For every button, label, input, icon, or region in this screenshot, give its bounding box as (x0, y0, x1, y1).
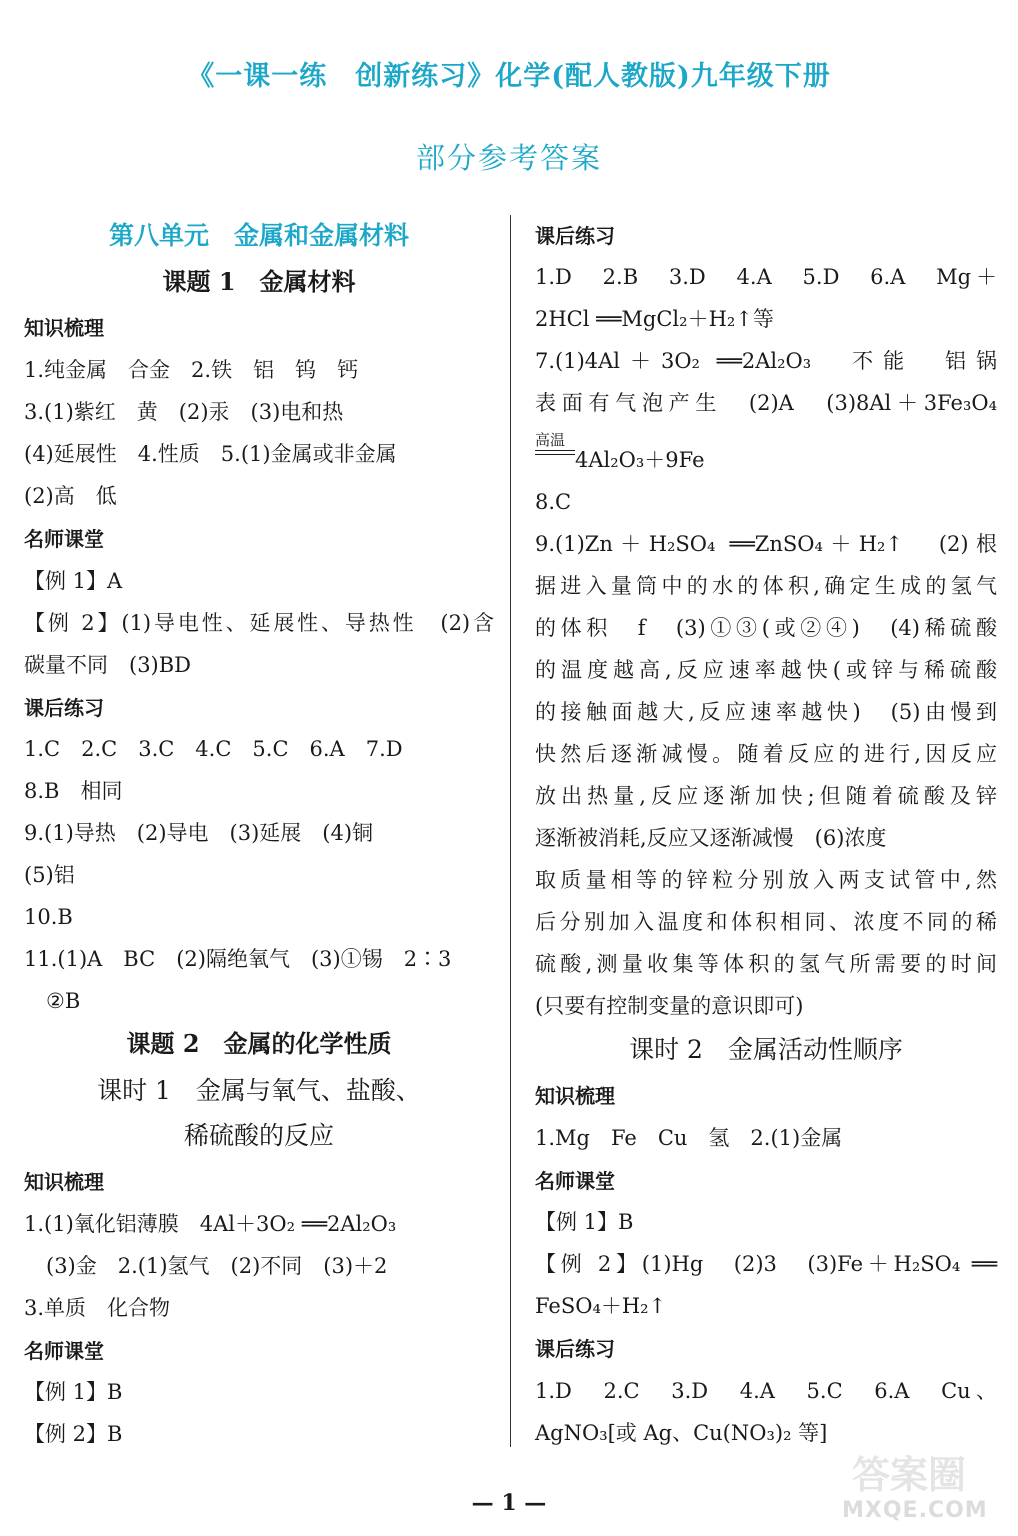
answer-line: 【例 2】(1)Hg (2)3 (3)Fe＋H₂SO₄ ══ (535, 1252, 997, 1276)
answer-line: 8.C (535, 490, 572, 514)
watermark-logo (842, 1438, 1000, 1528)
answer-line: 8.B 相同 (24, 779, 123, 803)
answer-line: 10.B (24, 905, 73, 929)
answer-line: AgNO₃[或 Ag、Cu(NO₃)₂ 等] (535, 1421, 828, 1445)
column-divider (510, 215, 511, 1447)
answer-line: 1.D 2.C 3.D 4.A 5.C 6.A Cu、 (535, 1379, 997, 1403)
answer-line: 逐渐被消耗,反应又逐渐减慢 (6)浓度 (535, 826, 887, 850)
answer-line: 取质量相等的锌粒分别放入两支试管中,然 (535, 868, 997, 892)
answer-line: 1.D 2.B 3.D 4.A 5.D 6.A Mg＋ (535, 265, 997, 289)
answer-line: ②B (46, 989, 81, 1013)
answer-line: 9.(1)导热 (2)导电 (3)延展 (4)铜 (24, 821, 374, 845)
answer-line: 4Al₂O₃＋9Fe (575, 448, 705, 472)
answer-line: (3)金 2.(1)氢气 (2)不同 (3)＋2 (46, 1254, 388, 1278)
watermark-text: 答案圈 (852, 1453, 967, 1497)
period-title: 课时 1 金属与氧气、盐酸、 (97, 1076, 421, 1105)
answer-line: 的体积 f (3)①③(或②④) (4)稀硫酸 (535, 616, 997, 640)
answer-line: 【例 1】B (24, 1380, 123, 1404)
page-number: — 1 — (471, 1490, 547, 1516)
section-heading: 课后练习 (535, 1337, 615, 1361)
section-heading: 名师课堂 (24, 527, 104, 551)
section-heading: 知识梳理 (24, 316, 104, 340)
answer-line: (4)延展性 4.性质 5.(1)金属或非金属 (24, 442, 397, 466)
answer-line: 碳量不同 (3)BD (24, 653, 192, 677)
answer-line: 1.C 2.C 3.C 4.C 5.C 6.A 7.D (24, 737, 403, 761)
answer-line: 的温度越高,反应速率越快(或锌与稀硫酸 (535, 658, 997, 682)
answer-line: 1.(1)氧化铝薄膜 4Al＋3O₂ ══2Al₂O₃ (24, 1212, 397, 1236)
reaction-equals-sign (535, 450, 575, 455)
answer-line: (5)铝 (24, 863, 75, 887)
answer-title: 部分参考答案 (415, 141, 602, 175)
period-title: 课时 2 金属活动性顺序 (629, 1035, 903, 1064)
answer-line: 【例 1】A (24, 569, 123, 593)
section-heading: 名师课堂 (24, 1339, 104, 1363)
watermark-url: MXQE.COM (842, 1498, 988, 1523)
answer-line: 【例 1】B (535, 1210, 634, 1234)
answer-line: (只要有控制变量的意识即可) (535, 994, 804, 1018)
section-heading: 名师课堂 (535, 1169, 615, 1193)
answer-line: 9.(1)Zn＋H₂SO₄ ══ZnSO₄＋H₂↑ (2)根 (535, 532, 997, 556)
answer-line: 2HCl ══MgCl₂＋H₂↑等 (535, 307, 774, 331)
section-heading: 课后练习 (535, 224, 615, 248)
answer-line: 【例 2】B (24, 1422, 123, 1446)
reaction-condition: 高温 (535, 431, 566, 449)
section-heading: 知识梳理 (24, 1170, 104, 1194)
lesson-title: 课题 1 金属材料 (162, 267, 356, 296)
answer-line: 3.单质 化合物 (24, 1296, 171, 1320)
answer-line: 后分别加入温度和体积相同、浓度不同的稀 (535, 910, 997, 934)
answer-line: 硫酸,测量收集等体积的氢气所需要的时间 (535, 952, 997, 976)
answer-line: 快然后逐渐减慢。随着反应的进行,因反应 (535, 742, 997, 766)
section-heading: 知识梳理 (535, 1084, 615, 1108)
answer-line: FeSO₄＋H₂↑ (535, 1294, 667, 1318)
period-title: 稀硫酸的反应 (183, 1121, 334, 1150)
answer-line: 的接触面越大,反应速率越快) (5)由慢到 (535, 700, 997, 724)
book-title: 《一课一练 创新练习》化学(配人教版)九年级下册 (187, 61, 831, 92)
section-heading: 课后练习 (24, 696, 104, 720)
answer-line: 11.(1)A BC (2)隔绝氧气 (3)①锡 2∶3 (24, 947, 452, 971)
answer-line: 表面有气泡产生 (2)A (3)8Al＋3Fe₃O₄ (535, 391, 997, 415)
answer-line: 放出热量,反应逐渐加快;但随着硫酸及锌 (535, 784, 997, 808)
answer-line: 3.(1)紫红 黄 (2)汞 (3)电和热 (24, 400, 344, 424)
answer-line: 1.Mg Fe Cu 氢 2.(1)金属 (535, 1126, 843, 1150)
answer-line: (2)高 低 (24, 484, 117, 508)
unit-title: 第八单元 金属和金属材料 (108, 221, 409, 250)
answer-line: 【例 2】(1)导电性、延展性、导热性 (2)含 (24, 611, 494, 635)
lesson-title: 课题 2 金属的化学性质 (126, 1029, 392, 1058)
answer-line: 据进入量筒中的水的体积,确定生成的氢气 (535, 574, 997, 598)
answer-line: 7.(1)4Al＋3O₂ ══2Al₂O₃ 不能 铝锅 (535, 349, 997, 373)
answer-line: 1.纯金属 合金 2.铁 铝 钨 钙 (24, 358, 359, 382)
